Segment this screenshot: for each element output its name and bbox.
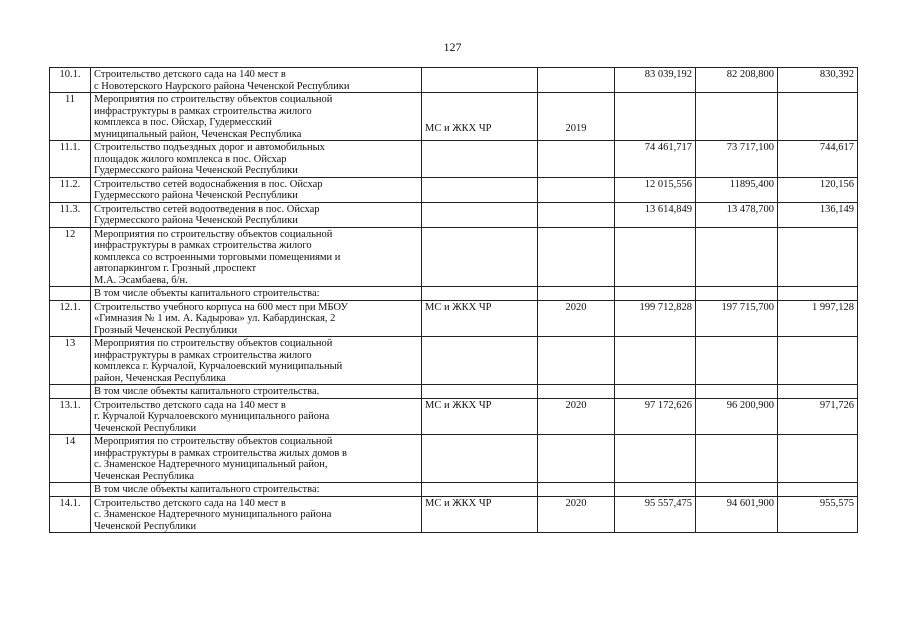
row-number-cell: 11.1. [50, 141, 91, 178]
year-cell: 2019 [538, 93, 615, 141]
executor-cell: МС и ЖКХ ЧР [422, 300, 538, 337]
federal-amount-cell [696, 337, 778, 385]
row-name-line: Гудермесского района Чеченской Республики [94, 215, 298, 226]
executor-cell [422, 483, 538, 497]
row-name-cell [91, 202, 422, 227]
regional-amount-cell [778, 435, 858, 483]
regional-amount-cell [778, 93, 858, 141]
row-name-line: Грозный Чеченской Республики [94, 324, 238, 336]
total-amount-cell [615, 435, 696, 483]
row-name-line: район, Чеченская Республика [94, 372, 226, 384]
row-name-cell [91, 483, 422, 497]
row-name-cell [91, 435, 422, 483]
row-name-line: комплекса со встроенными торговыми помещениями и [94, 251, 341, 263]
row-name-line: Строительство учебного корпуса на 600 мест при МБОУ [94, 301, 348, 313]
row-name-line: В том числе объекты капитального строительства: [94, 288, 320, 299]
regional-amount-cell: 120,156 [778, 177, 858, 202]
regional-amount-cell [778, 227, 858, 287]
federal-amount-cell: 82 208,800 [696, 68, 778, 93]
regional-amount-cell [778, 385, 858, 399]
row-name-cell [91, 496, 422, 533]
federal-amount-cell: 13 478,700 [696, 202, 778, 227]
total-amount-cell: 199 712,828 [615, 300, 696, 337]
row-number-cell: 11.3. [50, 202, 91, 227]
row-number-cell: 11.2. [50, 177, 91, 202]
executor-cell [422, 385, 538, 399]
row-name-cell [91, 398, 422, 435]
row-name-line: г. Курчалой Курчалоевского муниципального района [94, 411, 330, 422]
row-number-cell: 13.1. [50, 398, 91, 435]
year-cell: 2020 [538, 496, 615, 533]
row-name-cell [91, 337, 422, 385]
row-name-cell [91, 287, 422, 301]
year-cell [538, 385, 615, 399]
regional-amount-cell [778, 337, 858, 385]
executor-cell [422, 177, 538, 202]
row-name-line: с. Знаменское Надтеречного муниципального района [94, 509, 332, 520]
row-number-cell: 14.1. [50, 496, 91, 533]
row-number-cell [50, 287, 91, 301]
executor-cell: МС и ЖКХ ЧР [422, 398, 538, 435]
table-row [50, 435, 858, 483]
row-name-line: Строительство детского сада на 140 мест в [94, 69, 286, 80]
federal-amount-cell [696, 93, 778, 141]
table-row [50, 483, 858, 497]
executor-cell: МС и ЖКХ ЧР [422, 93, 538, 141]
year-cell [538, 227, 615, 287]
table-row [50, 337, 858, 385]
row-name-cell [91, 177, 422, 202]
table-row [50, 300, 858, 337]
total-amount-cell [615, 483, 696, 497]
federal-amount-cell: 11895,400 [696, 177, 778, 202]
row-name-line: инфраструктуры в рамках строительства жилых домов в [94, 447, 347, 459]
table-row [50, 177, 858, 202]
row-name-line: Чеченская Республика [94, 470, 195, 482]
row-name-cell [91, 385, 422, 399]
total-amount-cell: 95 557,475 [615, 496, 696, 533]
year-cell [538, 202, 615, 227]
federal-amount-cell [696, 435, 778, 483]
total-amount-cell: 97 172,626 [615, 398, 696, 435]
executor-cell [422, 435, 538, 483]
row-name-line: Гудермесского района Чеченской Республики [94, 165, 298, 176]
federal-amount-cell: 73 717,100 [696, 141, 778, 178]
table-row [50, 202, 858, 227]
row-number-cell: 10.1. [50, 68, 91, 93]
total-amount-cell: 83 039,192 [615, 68, 696, 93]
row-name-line: Строительство детского сада на 140 мест в [94, 497, 286, 509]
row-name-line: Строительство сетей водоснабжения в пос. Ойсхар [94, 178, 323, 190]
row-name-line: «Гимназия № 1 им. А. Кадырова» ул. Кабардинская, 2 [94, 313, 336, 324]
row-name-line: Строительство подъездных дорог и автомобильных [94, 142, 325, 153]
year-cell [538, 287, 615, 301]
regional-amount-cell: 830,392 [778, 68, 858, 93]
federal-amount-cell [696, 227, 778, 287]
total-amount-cell [615, 337, 696, 385]
row-name-line: Строительство детского сада на 140 мест в [94, 399, 286, 411]
page-number: 127 [443, 40, 462, 54]
executor-cell [422, 227, 538, 287]
regional-amount-cell [778, 483, 858, 497]
executor-cell: МС и ЖКХ ЧР [422, 496, 538, 533]
row-name-line: с. Знаменское Надтеречного муниципальный район, [94, 459, 328, 470]
total-amount-cell: 13 614,849 [615, 202, 696, 227]
year-cell: 2020 [538, 398, 615, 435]
year-cell [538, 337, 615, 385]
regional-amount-cell: 955,575 [778, 496, 858, 533]
row-name-cell [91, 300, 422, 337]
federal-amount-cell: 96 200,900 [696, 398, 778, 435]
row-name-line: муниципальный район, Чеченская Республика [94, 128, 302, 140]
row-name-line: инфраструктуры в рамках строительства жилого [94, 105, 312, 117]
federal-amount-cell [696, 483, 778, 497]
total-amount-cell: 74 461,717 [615, 141, 696, 178]
table-row [50, 398, 858, 435]
table-row [50, 287, 858, 301]
regional-amount-cell: 136,149 [778, 202, 858, 227]
row-name-line: Гудермесского района Чеченской Республики [94, 190, 298, 201]
row-number-cell: 13 [50, 337, 91, 385]
table-row [50, 68, 858, 93]
row-name-line: Чеченской Республики [94, 422, 197, 434]
row-name-line: Мероприятия по строительству объектов социальной [94, 338, 333, 349]
executor-cell [422, 202, 538, 227]
row-number-cell [50, 483, 91, 497]
row-name-line: площадок жилого комплекса в пос. Ойсхар [94, 153, 287, 165]
row-name-line: с Новотерского Наурского района Чеченской Республики [94, 80, 350, 92]
year-cell [538, 141, 615, 178]
executor-cell [422, 287, 538, 301]
row-name-cell [91, 93, 422, 141]
total-amount-cell: 12 015,556 [615, 177, 696, 202]
row-name-line: инфраструктуры в рамках строительства жилого [94, 349, 312, 361]
row-number-cell [50, 385, 91, 399]
row-name-line: В том числе объекты капитального строительства. [94, 386, 320, 397]
federal-amount-cell: 197 715,700 [696, 300, 778, 337]
row-name-line: Строительство сетей водоотведения в пос. Ойсхар [94, 203, 320, 215]
table-row [50, 227, 858, 287]
total-amount-cell [615, 287, 696, 301]
row-name-line: инфраструктуры в рамках строительства жилого [94, 240, 312, 251]
row-name-line: М.А. Эсамбаева, б/н. [94, 274, 188, 286]
executor-cell [422, 337, 538, 385]
table-row [50, 385, 858, 399]
table-body [50, 68, 858, 533]
row-name-cell [91, 227, 422, 287]
row-name-line: Мероприятия по строительству объектов социальной [94, 94, 333, 105]
row-number-cell: 11 [50, 93, 91, 141]
row-number-cell: 12.1. [50, 300, 91, 337]
year-cell: 2020 [538, 300, 615, 337]
table-row [50, 141, 858, 178]
row-name-line: комплекса в пос. Ойсхар, Гудермесский [94, 117, 272, 128]
table-row [50, 496, 858, 533]
year-cell [538, 435, 615, 483]
federal-amount-cell: 94 601,900 [696, 496, 778, 533]
row-name-line: автопаркингом г. Грозный ,проспект [94, 263, 257, 274]
row-number-cell: 12 [50, 227, 91, 287]
federal-amount-cell [696, 287, 778, 301]
row-number-cell: 14 [50, 435, 91, 483]
row-name-line: Чеченской Республики [94, 520, 197, 532]
executor-cell [422, 68, 538, 93]
row-name-line: комплекса г. Курчалой, Курчалоевский муниципальный [94, 361, 343, 372]
regional-amount-cell: 971,726 [778, 398, 858, 435]
total-amount-cell [615, 385, 696, 399]
regional-amount-cell [778, 287, 858, 301]
program-budget-table [49, 67, 858, 533]
row-name-line: Мероприятия по строительству объектов социальной [94, 228, 333, 240]
executor-cell [422, 141, 538, 178]
row-name-cell [91, 141, 422, 178]
year-cell [538, 177, 615, 202]
total-amount-cell [615, 227, 696, 287]
row-name-line: Мероприятия по строительству объектов социальной [94, 436, 333, 447]
row-name-cell [91, 68, 422, 93]
total-amount-cell [615, 93, 696, 141]
year-cell [538, 483, 615, 497]
regional-amount-cell: 1 997,128 [778, 300, 858, 337]
table-row [50, 93, 858, 141]
row-name-line: В том числе объекты капитального строительства: [94, 484, 320, 495]
regional-amount-cell: 744,617 [778, 141, 858, 178]
federal-amount-cell [696, 385, 778, 399]
year-cell [538, 68, 615, 93]
